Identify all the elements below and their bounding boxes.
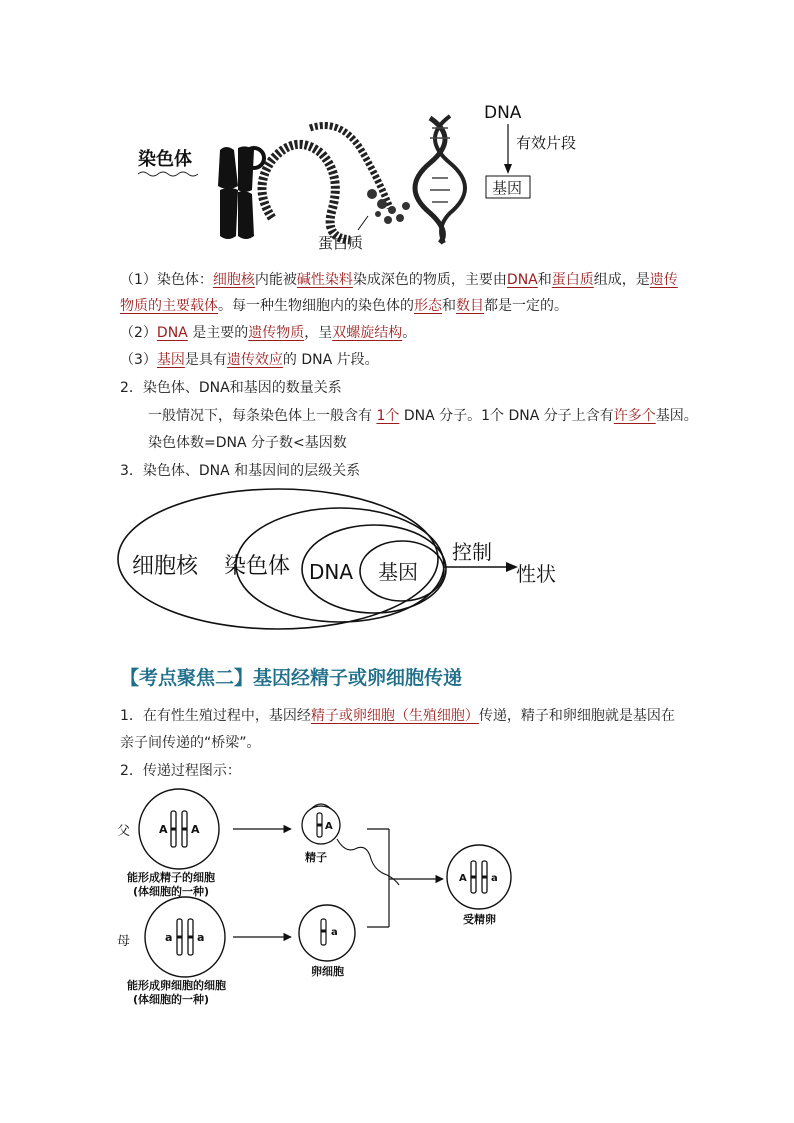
sperm-allele: A — [325, 821, 333, 832]
mother-allele-1: a — [165, 931, 173, 944]
label-mother: 母 — [117, 934, 131, 949]
focus2-p1: 1．在有性生殖过程中，基因经精子或卵细胞（生殖细胞）传递，精子和卵细胞就是基因在 — [120, 708, 675, 724]
egg-cell-label-2: (体细胞的一种) — [133, 993, 210, 1006]
focus2-p1-cont: 亲子间传递的“桥梁”。 — [120, 735, 261, 751]
chromosome-shape — [218, 146, 264, 239]
egg-cell-label-1: 能形成卵细胞的细胞 — [127, 979, 226, 992]
term-gene: 基因 — [156, 352, 185, 368]
term-form: 形态 — [414, 298, 442, 314]
term-number: 数目 — [456, 298, 484, 314]
term-alkaline-dye: 碱性染料 — [296, 272, 353, 288]
label-chromosome: 染色体 — [138, 149, 192, 170]
egg-allele: a — [331, 927, 338, 938]
label-h-dna: DNA — [309, 560, 354, 584]
label-h-nucleus: 细胞核 — [132, 554, 199, 579]
term-nucleus: 细胞核 — [212, 272, 255, 288]
term-genetic-material: 遗传物质 — [248, 325, 305, 341]
focus2-heading: 【考点聚焦二】基因经精子或卵细胞传递 — [120, 667, 463, 689]
label-h-trait: 性状 — [516, 562, 556, 586]
label-zygote: 受精卵 — [463, 913, 496, 926]
term-genetic-effect: 遗传效应 — [226, 352, 283, 368]
term-protein: 蛋白质 — [551, 272, 594, 288]
section3-title: 3．染色体、DNA 和基因间的层级关系 — [120, 463, 361, 479]
label-h-gene: 基因 — [378, 560, 418, 584]
father-cell — [139, 789, 219, 869]
zygote-cell — [447, 845, 511, 909]
section2-line2: 染色体数=DNA 分子数<基因数 — [148, 435, 347, 451]
section2-title: 2．染色体、DNA和基因的数量关系 — [120, 380, 342, 396]
egg-cell — [299, 905, 355, 961]
term-carrier-b: 物质的主要载体 — [120, 298, 218, 314]
paragraph-gene: （3）基因是具有遗传效应的 DNA 片段。 — [120, 352, 379, 368]
term-germ-cells: 精子或卵细胞（生殖细胞） — [310, 708, 479, 724]
paragraph-chromosome-cont: 物质的主要载体。每一种生物细胞内的染色体的形态和数目都是一定的。 — [120, 298, 568, 314]
sperm-cell-label-1: 能形成精子的细胞 — [127, 871, 215, 884]
term-carrier-a: 遗传 — [649, 272, 678, 288]
term-many: 许多个 — [613, 408, 656, 424]
sperm-cell-label-2: (体细胞的一种) — [133, 885, 210, 898]
nucleosome-beads — [367, 189, 410, 224]
focus2-p2: 2．传递过程图示： — [120, 763, 241, 779]
mother-allele-2: a — [197, 931, 205, 944]
section2-line1: 一般情况下，每条染色体上一般含有 1个 DNA 分子。1个 DNA 分子上含有许多个基因。 — [148, 408, 698, 424]
chromosome-dna-figure — [130, 98, 600, 258]
label-egg: 卵细胞 — [311, 965, 344, 978]
paragraph-dna: （2）DNA 是主要的遗传物质，呈双螺旋结构。 — [120, 325, 417, 341]
label-h-chromosome: 染色体 — [224, 554, 291, 579]
transmission-diagram — [115, 785, 535, 1015]
term-dna: DNA — [506, 272, 538, 288]
term-dna-2: DNA — [156, 325, 188, 341]
label-h-control: 控制 — [452, 540, 492, 564]
chromatin-coil — [262, 126, 390, 241]
zygote-allele-1: A — [459, 873, 467, 884]
label-dna: DNA — [484, 103, 522, 123]
label-protein: 蛋白质 — [318, 234, 364, 252]
label-effective-segment: 有效片段 — [516, 134, 577, 152]
term-one: 1个 — [376, 408, 400, 424]
father-allele-1: A — [159, 823, 168, 836]
label-gene: 基因 — [492, 179, 523, 197]
father-allele-2: A — [191, 823, 200, 836]
label-sperm: 精子 — [305, 851, 327, 864]
paragraph-chromosome: （1）染色体：细胞核内能被碱性染料染成深色的物质，主要由DNA和蛋白质组成，是遗传 — [120, 272, 678, 288]
term-double-helix: 双螺旋结构 — [332, 325, 403, 341]
mother-cell — [145, 897, 225, 977]
zygote-allele-2: a — [491, 873, 498, 884]
label-father: 父 — [117, 824, 131, 839]
dna-double-helix — [415, 116, 465, 243]
hierarchy-diagram — [110, 485, 590, 635]
